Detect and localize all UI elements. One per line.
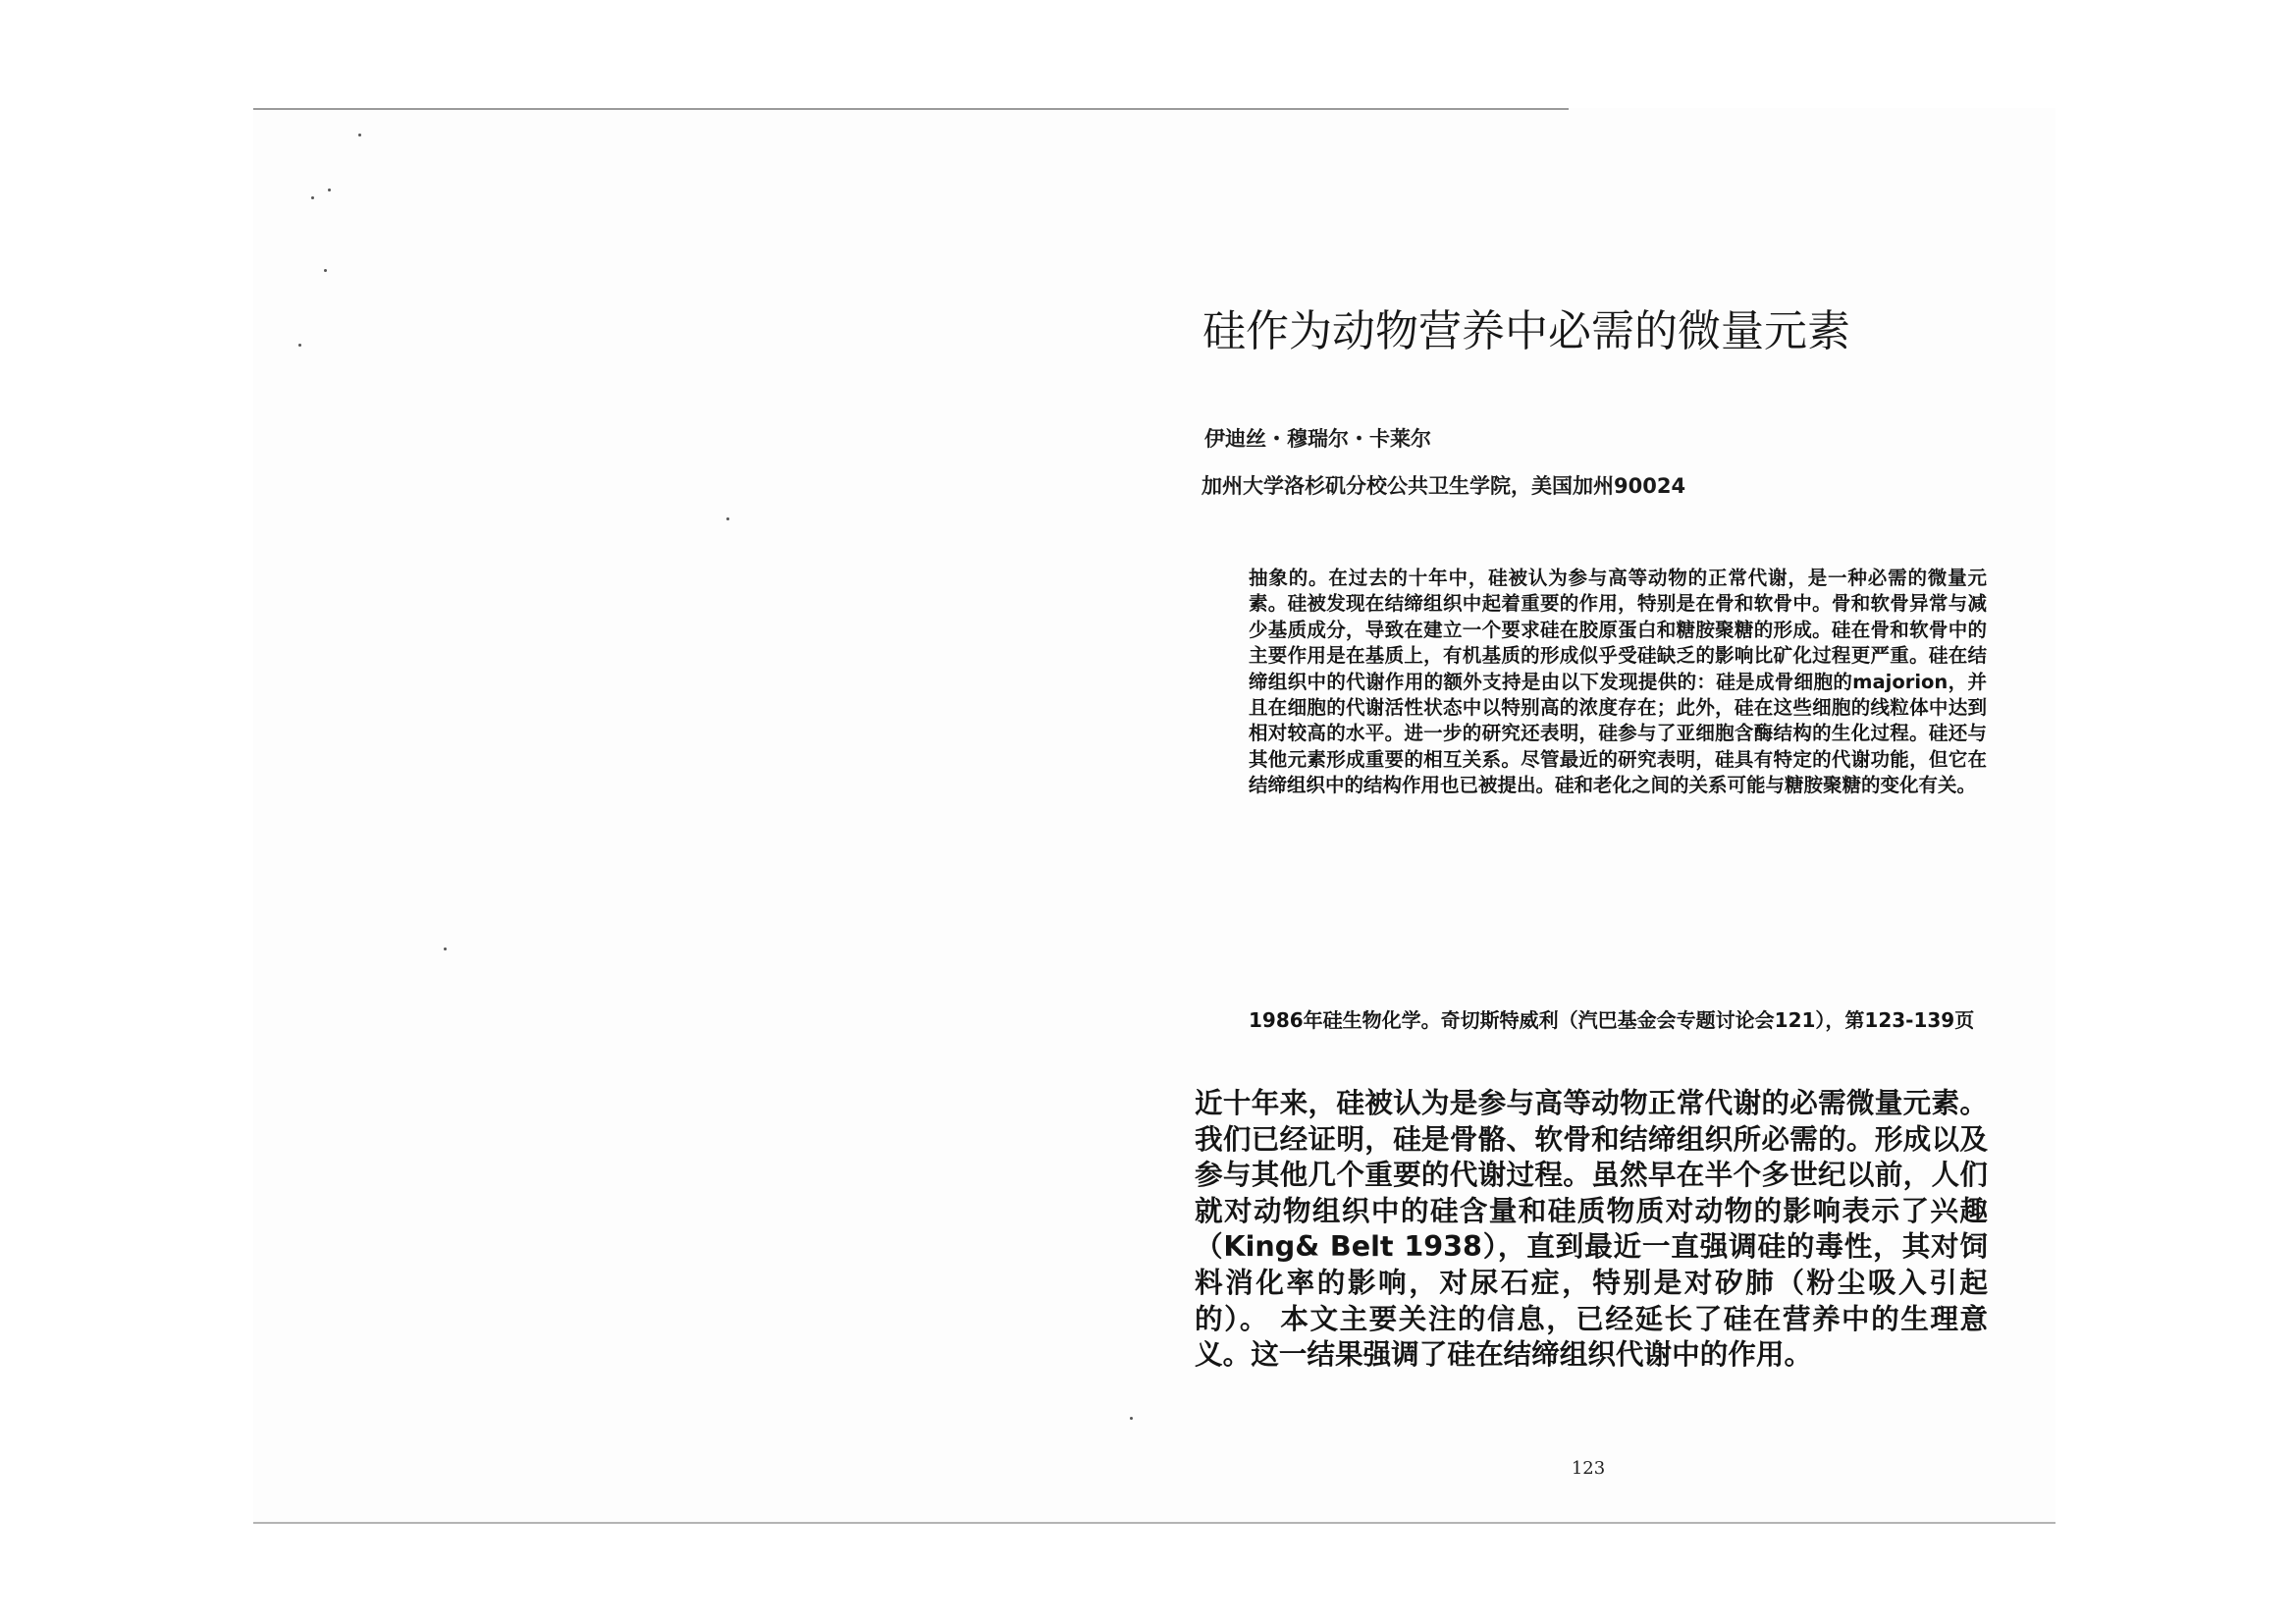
scan-speck xyxy=(328,189,331,191)
body-paragraph: 近十年来，硅被认为是参与高等动物正常代谢的必需微量元素。我们已经证明，硅是骨骼、软骨和结缔组织所必需的。形成以及参与其他几个重要的代谢过程。虽然早在半个多世纪以前，人们就对动物组织中的硅含量和硅质物质对动物的影响表示了兴趣（King& Belt 1938），直到最近一直强调硅的毒性，其对饲料消化率的影响，对尿石症，特别是对矽肺（粉尘吸入引起的）。 本文主要关注的信息，已经延长了硅在营养中的生理意义。这一结果强调了硅在结缔组织代谢中的作用。 xyxy=(1195,1086,1988,1372)
scan-speck xyxy=(1130,1417,1133,1420)
scan-speck xyxy=(444,947,447,950)
citation-line: 1986年硅生物化学。奇切斯特威利（汽巴基金会专题讨论会121），第123-139页 xyxy=(1249,1008,1975,1032)
scan-speck xyxy=(726,517,729,520)
page-number: 123 xyxy=(1571,1458,1606,1479)
scan-speck xyxy=(324,269,327,272)
scan-speck xyxy=(311,196,314,199)
abstract-paragraph: 抽象的。在过去的十年中，硅被认为参与高等动物的正常代谢，是一种必需的微量元素。硅被发现在结缔组织中起着重要的作用，特别是在骨和软骨中。骨和软骨异常与减少基质成分，导致在建立一个要求硅在胶原蛋白和糖胺聚糖的形成。硅在骨和软骨中的主要作用是在基质上，有机基质的形成似乎受硅缺乏的影响比矿化过程更严重。硅在结缔组织中的代谢作用的额外支持是由以下发现提供的：硅是成骨细胞的majorion，并且在细胞的代谢活性状态中以特别高的浓度存在；此外，硅在这些细胞的线粒体中达到相对较高的水平。进一步的研究还表明，硅参与了亚细胞含酶结构的生化过程。硅还与其他元素形成重要的相互关系。尽管最近的研究表明，硅具有特定的代谢功能，但它在结缔组织中的结构作用也已被提出。硅和老化之间的关系可能与糖胺聚糖的变化有关。 xyxy=(1249,567,1987,797)
article-title: 硅作为动物营养中必需的微量元素 xyxy=(1202,306,1850,356)
author-name: 伊迪丝・穆瑞尔・卡莱尔 xyxy=(1204,427,1431,451)
scan-speck xyxy=(298,344,301,347)
scan-speck xyxy=(358,134,361,136)
bottom-scan-edge xyxy=(253,1522,2056,1524)
author-affiliation: 加州大学洛杉矶分校公共卫生学院，美国加州90024 xyxy=(1201,474,1686,498)
top-scan-edge xyxy=(253,108,1569,110)
